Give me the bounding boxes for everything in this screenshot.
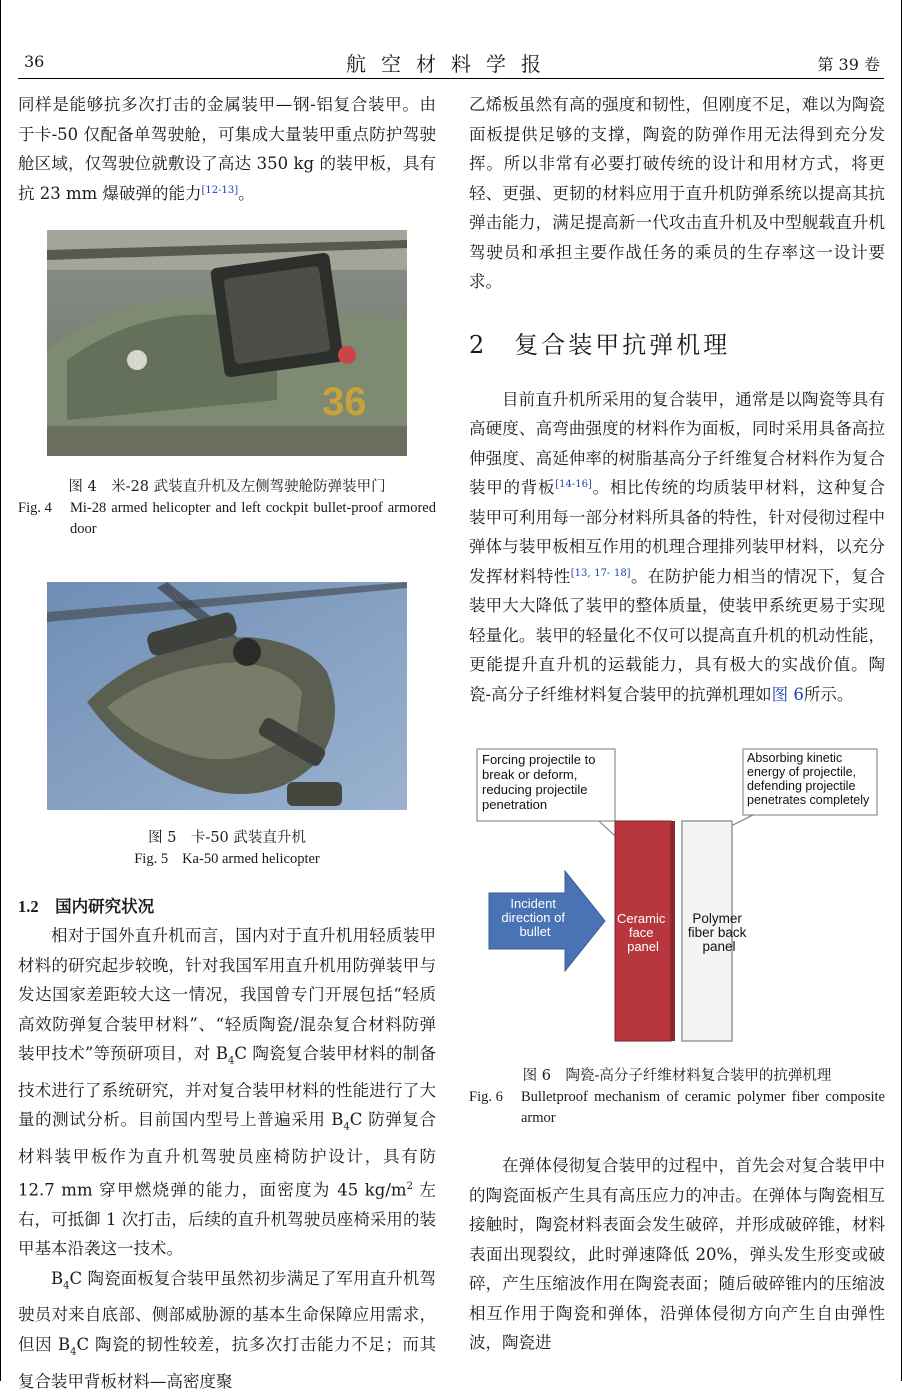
citation[interactable]: [13, 17- 18] <box>570 567 631 579</box>
volume-label: 第 39 卷 <box>817 55 880 74</box>
citation[interactable]: [14-16] <box>555 479 592 490</box>
paragraph: 相对于国外直升机而言，国内对于直升机用轻质装甲材料的研究起步较晚，针对我国军用直升机用防弹装甲与发达国家差距较大这一情况，我国曾专门开展包括“轻质高效防弹复合装甲材料”、“轻质陶瓷/混杂复合材料防弹装甲技术”等预研项目，对 $B_4C$ 陶瓷复合装甲材料的制备技术进行了系统研究，并对复合装甲材料的性能进行了大量的测试分析。目前国内型号上普遍采用 $B_4C$ 防弹复合材料装甲板作为直升机驾驶员座椅防护设计，具有防 12.7 mm 穿甲燃烧弹的能力，面密度为 45 $kg/m^2$ 左右，可抵御 1 次打击，后续的直升机驾驶员座椅采用的装甲基本沿袭这一技术。 <box>18 926 436 1259</box>
ka50-helicopter-image <box>47 582 407 810</box>
section-heading: 1.2 国内研究状况 <box>18 897 155 916</box>
figure-caption-cn: 图 4 米-28 武装直升机及左侧驾驶舱防弹装甲门 <box>68 479 386 495</box>
paragraph: 乙烯板虽然有高的强度和韧性，但刚度不足，难以为陶瓷面板提供足够的支撑，陶瓷的防弹作用无法得到充分发挥。所以非常有必要打破传统的设计和用材方式，将更轻、更强、更韧的材料应用于直升机防弹系统以提高其抗弹击能力，满足提高新一代攻击直升机及中型舰载直升机驾驶员和承担主要作战任务的乘员的生存率这一设计要求。 <box>469 95 885 291</box>
figure-caption-cn: 图 6 陶瓷-高分子纤维材料复合装甲的抗弹机理 <box>522 1068 832 1084</box>
header-rule <box>18 78 884 79</box>
running-head <box>18 46 884 76</box>
page-border <box>0 0 1 1381</box>
journal-title: 航空材料学报 <box>346 52 556 76</box>
figure-label: Fig. 6 <box>469 1089 503 1105</box>
paragraph: $B_4C$ 陶瓷面板复合装甲虽然初步满足了军用直升机驾驶员对来自底部、侧部威胁源的基本生命保障应用需求，但因 $B_4C$ 陶瓷的韧性较差，抗多次打击能力不足；而其复合装甲背板材料—高密度聚 <box>18 1268 437 1391</box>
armor-mechanism-diagram <box>469 745 885 1045</box>
mi28-photo <box>47 230 407 456</box>
right-column <box>469 90 885 1358</box>
mi28-helicopter-image <box>47 230 407 456</box>
arrow-label: Incident direction of bullet <box>501 896 565 939</box>
section-heading: 2 复合装甲抗弹机理 <box>469 330 731 359</box>
figure-caption-cn: 图 5 卡-50 武装直升机 <box>148 830 306 846</box>
ka50-photo <box>47 582 407 810</box>
page-number: 36 <box>24 52 45 71</box>
figure-4 <box>18 230 436 540</box>
figure-5 <box>18 582 436 870</box>
figure-label: Fig. 5 <box>134 851 169 867</box>
figure-link[interactable]: 图 6 <box>771 684 804 704</box>
fiber-label: Polymer fiber back panel <box>687 911 747 954</box>
left-column <box>18 90 436 1396</box>
absorbing-callout-text: Absorbing kinetic energy of projectile, defending projectile penetrates completely <box>747 751 870 807</box>
figure-6 <box>469 745 885 1129</box>
figure-caption-en: Fig. 5 Ka-50 armed helicopter <box>18 849 436 870</box>
citation[interactable]: [12-13] <box>201 184 239 196</box>
tail-number: 36 <box>322 380 367 424</box>
figure-caption-en: Fig. 6 Bulletproof mechanism of ceramic polymer fiber composite armor <box>469 1087 885 1129</box>
figure-caption-en: Fig. 4 Mi-28 armed helicopter and left cockpit bullet-proof armored door <box>18 498 436 540</box>
figure-label: Fig. 4 <box>18 500 52 516</box>
paragraph: 目前直升机所采用的复合装甲，通常是以陶瓷等具有高硬度、高弯曲强度的材料作为面板，同时采用具备高拉伸强度、高延伸率的树脂基高分子纤维复合材料作为复合装甲的背板[14-16]。相比传统的均质装甲材料，这种复合装甲可利用每一部分材料所具备的特性，针对侵彻过程中弹体与装甲板相互作用的机理合理排列装甲材料，以充分发挥材料特性[13, 17- 18]。在防护能力相当的情况下，复合装甲大大降低了装甲的整体质量，使装甲系统更易于实现轻量化。装甲的轻量化不仅可以提高直升机的机动性能，更能提升直升机的运载能力，具有极大的实战价值。陶瓷-高分子纤维材料复合装甲的抗弹机理如图 6所示。 <box>469 389 886 704</box>
paragraph: 同样是能够抗多次打击的金属装甲—钢-铝复合装甲。由于卡-50 仅配备单驾驶舱，可集成大量装甲重点防护驾驶舱区域，仅驾驶位就敷设了高达 350 kg 的装甲板，具有抗 23 mm 爆破弹的能力[12-13]。 <box>18 95 436 203</box>
paragraph: 在弹体侵彻复合装甲的过程中，首先会对复合装甲中的陶瓷面板产生具有高压应力的冲击。在弹体与陶瓷相互接触时，陶瓷材料表面会发生破碎，并形成破碎锥，材料表面出现裂纹，此时弹速降低 20%，弹头发生形变或破碎，产生压缩波作用在陶瓷表面；随后破碎锥内的压缩波相互作用于陶瓷和弹体，沿弹体侵彻方向产生自由弹性波，陶瓷进 <box>469 1156 885 1352</box>
ceramic-label: Ceramic face panel <box>616 911 666 954</box>
forcing-callout-text: Forcing projectile to break or deform, reducing projectile penetration <box>482 752 596 812</box>
